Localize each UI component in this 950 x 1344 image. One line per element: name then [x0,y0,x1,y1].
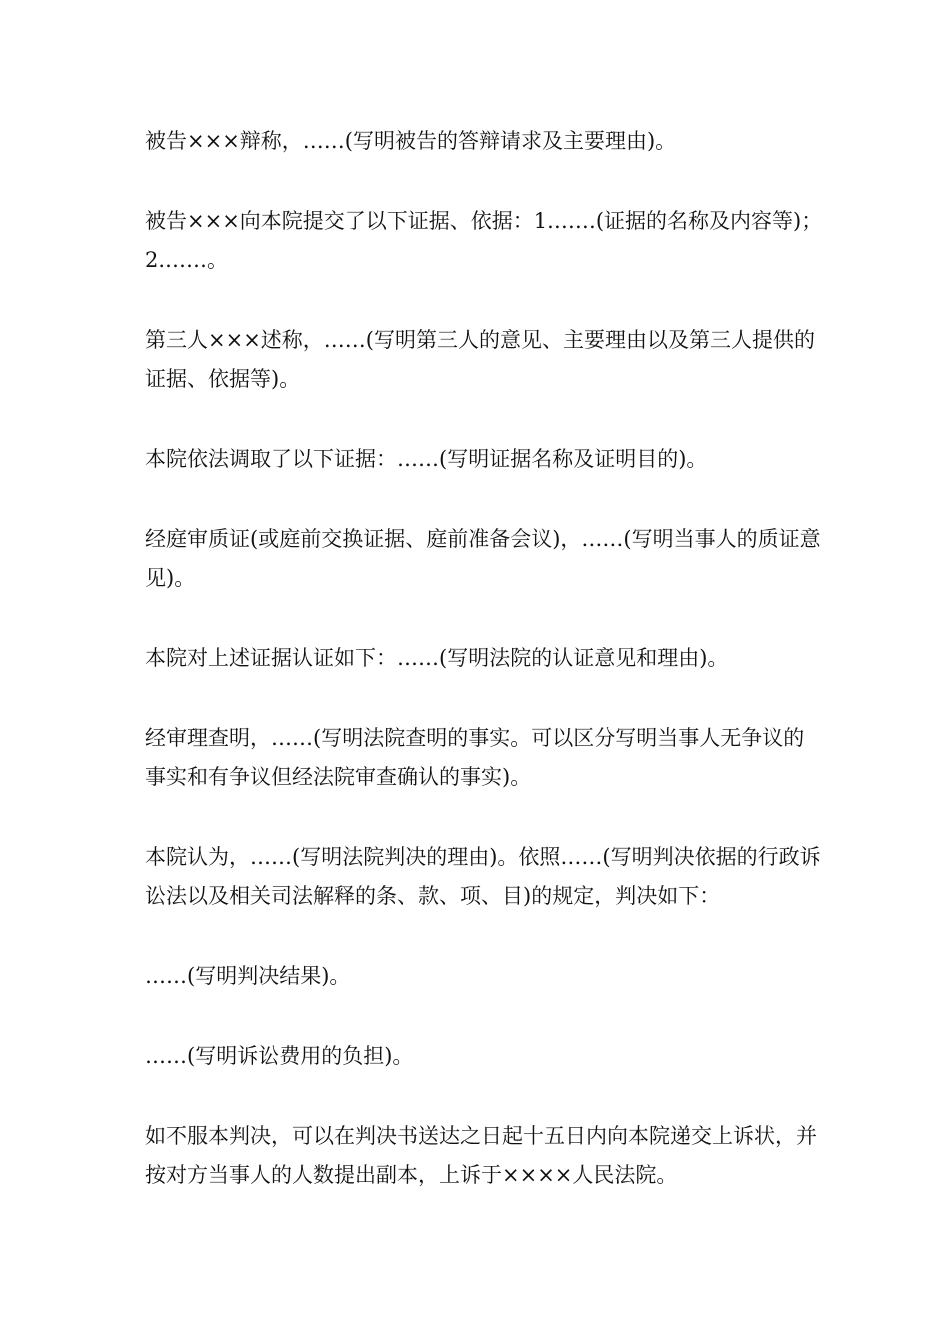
document-body [145,122,825,1236]
paragraph-defendant-defense: 被告×××辩称，……(写明被告的答辩请求及主要理由)。 [145,129,677,153]
paragraph-judgment-result: ……(写明判决结果)。 [145,964,351,988]
paragraph-litigation-costs: ……(写明诉讼费用的负担)。 [145,1044,414,1068]
paragraph-court-reasoning: 本院认为，……(写明法院判决的理由)。依照……(写明判决依据的行政诉讼法以及相关司法解释的条、款、项、目)的规定，判决如下： [145,845,821,908]
paragraph-cross-examination: 经庭审质证(或庭前交换证据、庭前准备会议)，……(写明当事人的质证意见)。 [145,527,821,590]
paragraph-defendant-evidence: 被告×××向本院提交了以下证据、依据：1.……(证据的名称及内容等)；2.……。 [145,209,823,272]
paragraph-third-party-statement: 第三人×××述称，……(写明第三人的意见、主要理由以及第三人提供的证据、依据等)。 [145,328,815,391]
paragraph-facts-found: 经审理查明，……(写明法院查明的事实。可以区分写明当事人无争议的事实和有争议但经法院审查确认的事实)。 [145,726,805,789]
paragraph-appeal-notice: 如不服本判决，可以在判决书送达之日起十五日内向本院递交上诉状，并按对方当事人的人数提出副本，上诉于××××人民法院。 [145,1124,817,1187]
paragraph-evidence-authentication: 本院对上述证据认证如下：……(写明法院的认证意见和理由)。 [145,646,729,670]
paragraph-court-collected-evidence: 本院依法调取了以下证据：……(写明证据名称及证明目的)。 [145,447,708,471]
